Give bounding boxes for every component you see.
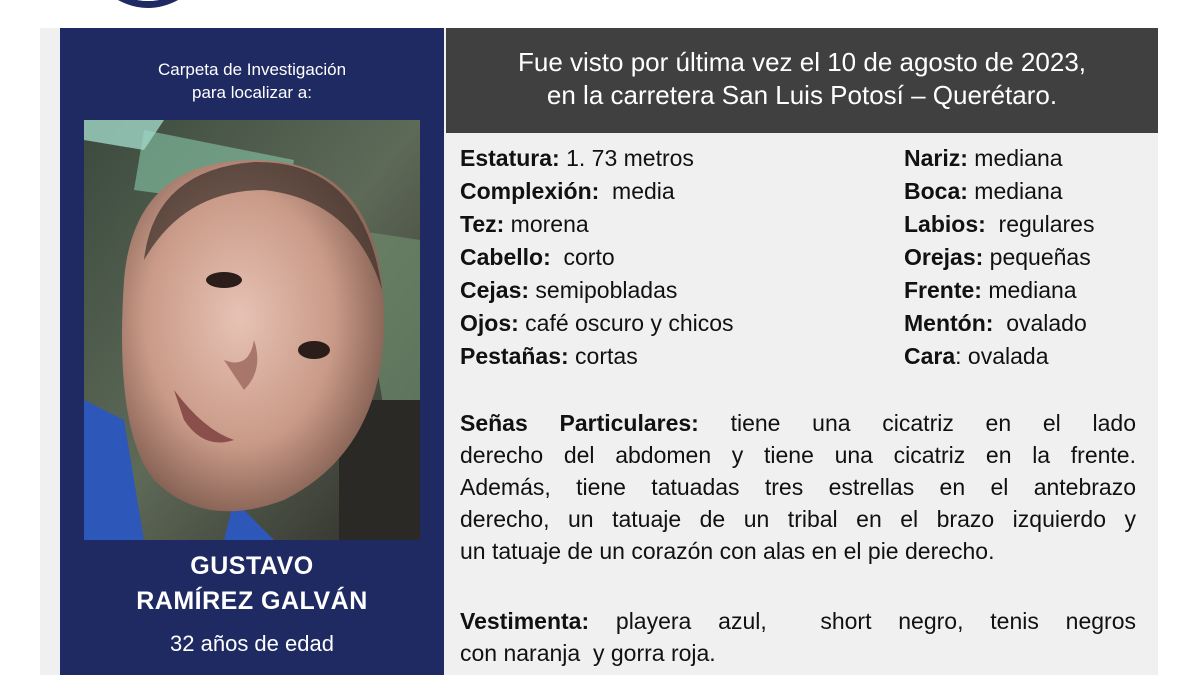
attr-pestanas: Pestañas: cortas	[460, 343, 638, 369]
last-seen-line-2: en la carretera San Luis Potosí – Querétaro.	[546, 80, 1058, 110]
person-photo-icon	[84, 120, 420, 540]
senas-line-1: tiene una cicatriz en el lado	[698, 410, 1136, 436]
last-seen-banner	[446, 28, 1158, 133]
name-last: RAMÍREZ GALVÁN	[136, 587, 368, 615]
carpeta-line-2: para localizar a:	[191, 83, 312, 102]
attr-cabello: Cabello: corto	[460, 244, 615, 270]
vestimenta-label: Vestimenta:	[460, 608, 590, 634]
attr-cara: Cara: ovalada	[904, 343, 1049, 369]
attr-labios: Labios: regulares	[904, 211, 1095, 237]
attr-estatura: Estatura: 1. 73 metros	[460, 145, 694, 171]
age-text: 32 años de edad	[170, 631, 334, 656]
attr-boca: Boca: mediana	[904, 178, 1063, 204]
attr-frente: Frente: mediana	[904, 277, 1077, 303]
person-photo	[84, 120, 420, 540]
attr-ojos: Ojos: café oscuro y chicos	[460, 310, 734, 336]
attr-orejas: Orejas: pequeñas	[904, 244, 1091, 270]
name-first: GUSTAVO	[190, 552, 314, 580]
senas-line-2: derecho del abdomen y tiene una cicatriz en la frente.	[460, 442, 1136, 468]
carpeta-line-1: Carpeta de Investigación	[157, 60, 347, 79]
vestimenta-line-1: playera azul, short negro, tenis negros	[589, 608, 1136, 634]
vestimenta	[460, 605, 1136, 669]
senas-line-3: Además, tiene tatuadas tres estrellas en el antebrazo	[460, 474, 1136, 500]
attr-tez: Tez: morena	[460, 211, 589, 237]
attr-menton: Mentón: ovalado	[904, 310, 1087, 336]
vestimenta-line-2: con naranja y gorra roja.	[460, 640, 716, 666]
senas-line-5: un tatuaje de un corazón con alas en el pie derecho.	[460, 538, 995, 564]
last-seen-line-1: Fue visto por última vez el 10 de agosto de 2023,	[517, 47, 1086, 77]
senas-particulares	[460, 407, 1136, 567]
attr-complexion: Complexión: media	[460, 178, 675, 204]
attr-cejas: Cejas: semipobladas	[460, 277, 678, 303]
seal-logo-icon	[82, 0, 214, 22]
attr-nariz: Nariz: mediana	[904, 145, 1063, 171]
senas-label: Señas Particulares:	[460, 410, 699, 436]
senas-line-4: derecho, un tatuaje de un tribal en el brazo izquierdo y	[460, 506, 1136, 532]
